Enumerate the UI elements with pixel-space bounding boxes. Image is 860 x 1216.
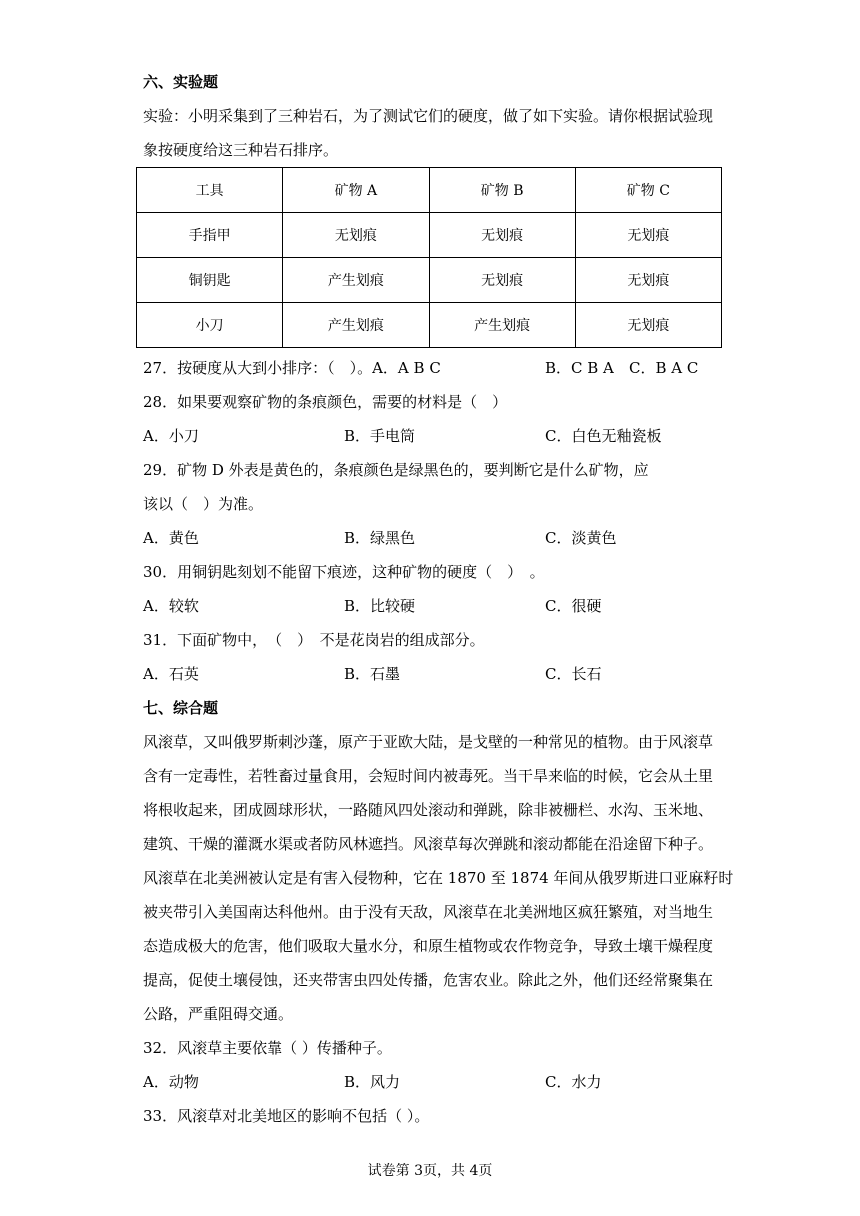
passage-line: 被夹带引入美国南达科他州。由于没有天敌，风滚草在北美洲地区疯狂繁殖，对当地生 xyxy=(143,903,714,921)
question-30-stem: 30．用铜钥匙刻划不能留下痕迹，这种矿物的硬度（ ） 。 xyxy=(143,563,545,581)
question-29-option-a: A．黄色 xyxy=(143,529,199,547)
passage-line: 提高，促使土壤侵蚀，还夹带害虫四处传播，危害农业。除此之外，他们还经常聚集在 xyxy=(143,971,714,989)
question-29-stem-line-2: 该以（ ）为准。 xyxy=(143,495,264,513)
table-row xyxy=(137,303,722,348)
question-28-option-b: B．手电筒 xyxy=(344,427,416,445)
question-29-option-c: C．淡黄色 xyxy=(545,529,617,547)
passage-line: 建筑、干燥的灌溉水渠或者防风林遮挡。风滚草每次弹跳和滚动都能在沿途留下种子。 xyxy=(143,835,714,853)
question-30-option-a: A．较软 xyxy=(143,597,199,615)
table-header-cell: 矿物 A xyxy=(283,168,429,213)
passage-line: 风滚草在北美洲被认定是有害入侵物种，它在 1870 至 1874 年间从俄罗斯进口亚麻籽时 xyxy=(143,869,734,887)
passage-line: 公路，严重阻碍交通。 xyxy=(143,1005,294,1023)
table-cell: 产生划痕 xyxy=(429,303,575,348)
question-32-option-c: C．水力 xyxy=(545,1073,602,1091)
table-row xyxy=(137,258,722,303)
passage-line: 态造成极大的危害，他们吸取大量水分，和原生植物或农作物竞争，导致土壤干燥程度 xyxy=(143,937,714,955)
table-cell: 无划痕 xyxy=(575,258,721,303)
question-32-option-a: A．动物 xyxy=(143,1073,199,1091)
passage-line: 风滚草，又叫俄罗斯刺沙蓬，原产于亚欧大陆，是戈壁的一种常见的植物。由于风滚草 xyxy=(143,733,714,751)
table-cell: 无划痕 xyxy=(283,213,429,258)
question-31-option-c: C．长石 xyxy=(545,665,602,683)
question-32-stem: 32．风滚草主要依靠（ ）传播种子。 xyxy=(143,1039,392,1057)
question-27-option-b: B．C B A xyxy=(545,359,614,377)
table-cell: 无划痕 xyxy=(575,213,721,258)
table-cell: 无划痕 xyxy=(429,213,575,258)
table-cell: 无划痕 xyxy=(429,258,575,303)
question-28-option-c: C．白色无釉瓷板 xyxy=(545,427,662,445)
question-31-option-b: B．石墨 xyxy=(344,665,401,683)
question-30-option-c: C．很硬 xyxy=(545,597,602,615)
question-31-option-a: A．石英 xyxy=(143,665,199,683)
question-30-option-b: B．比较硬 xyxy=(344,597,416,615)
question-28-option-a: A．小刀 xyxy=(143,427,199,445)
section-6-title: 六、实验题 xyxy=(143,73,219,91)
page-footer: 试卷第 3页，共 4页 xyxy=(367,1163,493,1179)
table-cell: 产生划痕 xyxy=(283,258,429,303)
table-cell: 小刀 xyxy=(137,303,283,348)
table-row xyxy=(137,213,722,258)
question-27-option-c: C．B A C xyxy=(629,359,699,377)
experiment-intro-line-2: 象按硬度给这三种岩石排序。 xyxy=(143,141,339,159)
question-29-stem-line-1: 29．矿物 D 外表是黄色的，条痕颜色是绿黑色的，要判断它是什么矿物，应 xyxy=(143,461,649,479)
question-31-stem: 31．下面矿物中， （ ） 不是花岗岩的组成部分。 xyxy=(143,631,485,649)
question-28-stem: 28．如果要观察矿物的条痕颜色，需要的材料是（ ） xyxy=(143,393,508,411)
experiment-intro-line-1: 实验：小明采集到了三种岩石，为了测试它们的硬度，做了如下实验。请你根据试验现 xyxy=(143,107,714,125)
passage-line: 将根收起来，团成圆球形状，一路随风四处滚动和弹跳，除非被栅栏、水沟、玉米地、 xyxy=(143,801,714,819)
question-33-stem: 33．风滚草对北美地区的影响不包括（ ）。 xyxy=(143,1107,430,1125)
question-29-option-b: B．绿黑色 xyxy=(344,529,416,547)
passage-line: 含有一定毒性，若牲畜过量食用，会短时间内被毒死。当干旱来临的时候，它会从土里 xyxy=(143,767,714,785)
table-cell: 产生划痕 xyxy=(283,303,429,348)
table-header-cell: 矿物 C xyxy=(575,168,721,213)
table-header-cell: 矿物 B xyxy=(429,168,575,213)
table-header-row xyxy=(137,168,722,213)
table-cell: 铜钥匙 xyxy=(137,258,283,303)
hardness-table xyxy=(136,167,722,348)
table-cell: 无划痕 xyxy=(575,303,721,348)
table-cell: 手指甲 xyxy=(137,213,283,258)
question-32-option-b: B．风力 xyxy=(344,1073,401,1091)
section-7-title: 七、综合题 xyxy=(143,699,219,717)
table-header-cell: 工具 xyxy=(137,168,283,213)
question-27-stem: 27．按硬度从大到小排序：（ ）。A．A B C xyxy=(143,359,441,377)
